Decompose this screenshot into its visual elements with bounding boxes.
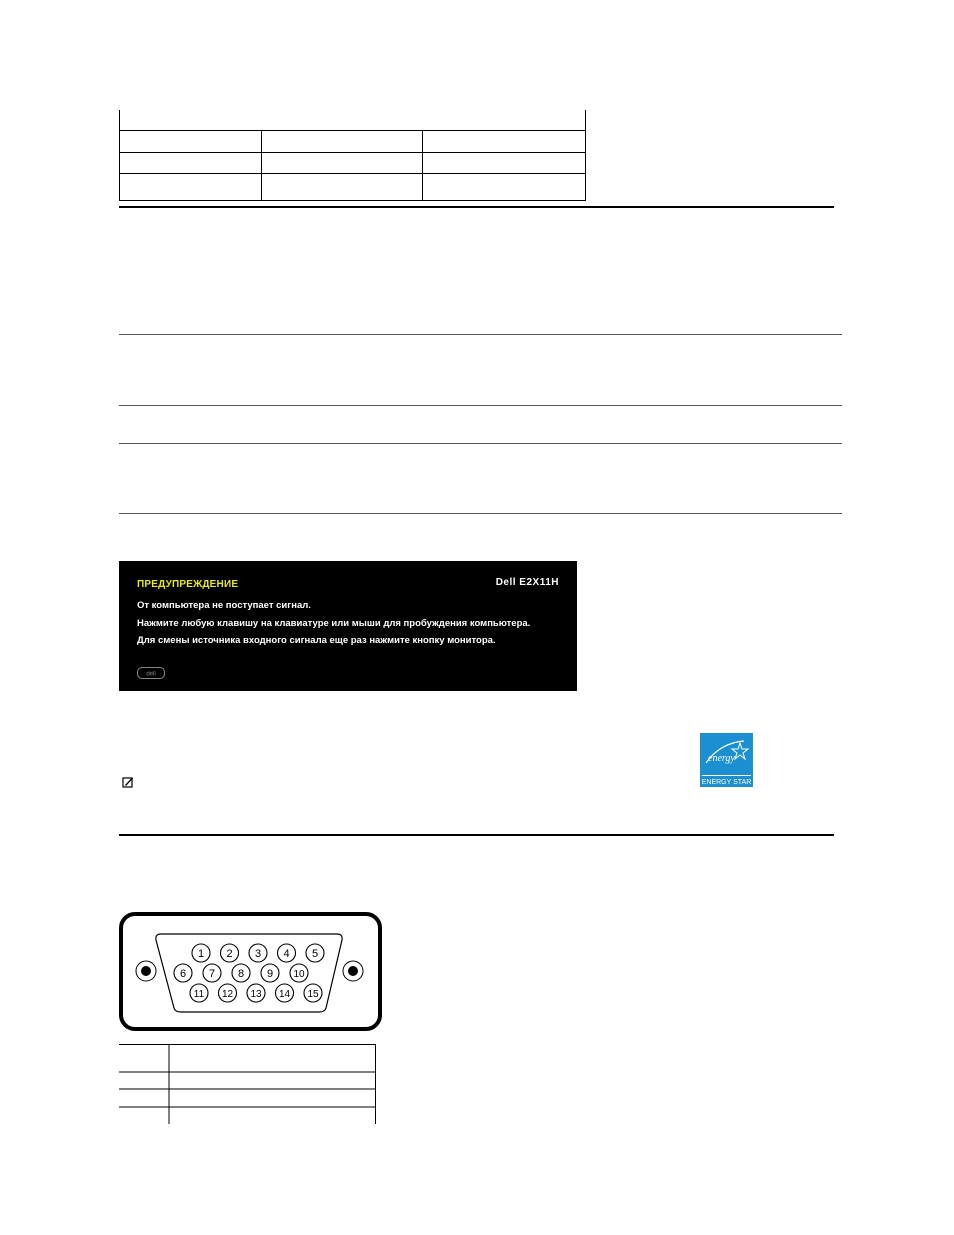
table-row [120, 152, 585, 153]
row-divider [119, 405, 842, 406]
pin-13-label: 13 [250, 989, 262, 1000]
row-divider [119, 443, 842, 444]
note-icon [122, 776, 134, 788]
pin-6-label: 6 [179, 968, 187, 980]
no-signal-warning-screen [119, 561, 577, 691]
monitor-model: Dell E2X11H [495, 577, 559, 588]
table-row [120, 173, 585, 174]
energy-star-rule [702, 775, 751, 776]
table-row [120, 200, 585, 201]
pin-7-label: 7 [208, 968, 216, 980]
pin-9-label: 9 [266, 968, 274, 980]
vga-connector-diagram [119, 912, 382, 1031]
section-divider [119, 206, 834, 208]
pin-10-label: 10 [293, 969, 305, 980]
pin-5-label: 5 [311, 948, 319, 960]
energy-star-label: ENERGY STAR [701, 779, 752, 786]
top-table [119, 110, 586, 201]
table-column-divider [261, 130, 262, 200]
pin-8-label: 8 [237, 968, 245, 980]
pin-3-label: 3 [254, 948, 262, 960]
dell-logo-icon [137, 667, 165, 679]
warning-title: ПРЕДУПРЕЖДЕНИЕ [137, 579, 239, 590]
warning-line: Нажмите любую клавишу на клавиатуре или мыши для пробуждения компьютера. [137, 618, 531, 629]
pin-14-label: 14 [278, 989, 291, 1000]
pin-assignment-table [119, 1044, 376, 1124]
energy-star-logo [700, 733, 753, 787]
svg-text:dell: dell [146, 671, 156, 678]
energy-star-icon [700, 733, 753, 775]
pin-11-label: 11 [193, 989, 205, 1000]
table-row [120, 130, 585, 131]
table-column-divider [422, 130, 423, 200]
svg-text:energy: energy [708, 753, 735, 764]
pin-4-label: 4 [283, 948, 290, 960]
section-divider [119, 834, 834, 836]
row-divider [119, 334, 842, 335]
pin-2-label: 2 [226, 948, 233, 960]
pin-15-label: 15 [307, 989, 319, 1000]
warning-line: От компьютера не поступает сигнал. [137, 600, 311, 611]
pin-12-label: 12 [221, 989, 234, 1000]
warning-line: Для смены источника входного сигнала еще раз нажмите кнопку монитора. [137, 635, 496, 646]
pin-1-label: 1 [197, 948, 205, 960]
row-divider [119, 513, 842, 514]
